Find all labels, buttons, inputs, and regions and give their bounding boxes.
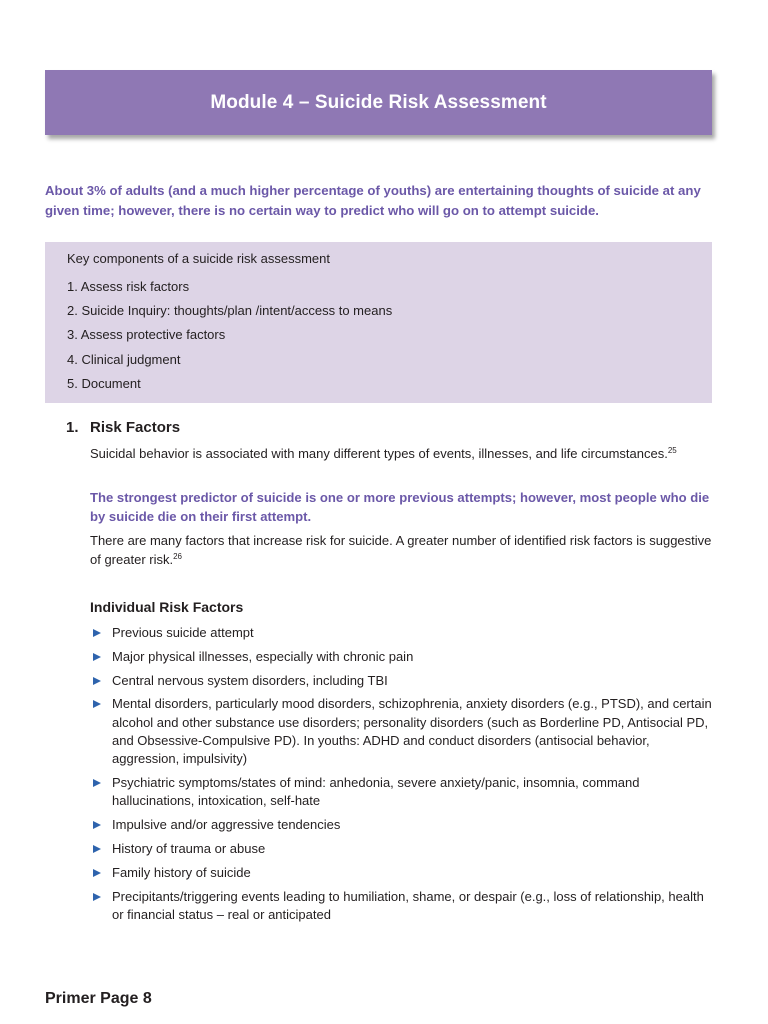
list-item (90, 648, 712, 666)
list-item (90, 672, 712, 690)
list-item: 4. Clinical judgment (67, 351, 181, 367)
triangle-bullet-icon (93, 779, 101, 787)
list-item-text: Impulsive and/or aggressive tendencies (112, 817, 341, 833)
triangle-bullet-icon (93, 821, 101, 829)
list-item (90, 840, 712, 858)
list-item (90, 864, 712, 882)
list-item-text: Previous suicide attempt (112, 625, 254, 640)
intro-paragraph: About 3% of adults (and a much higher percentage of youths) are entertaining thoughts of suicide at any given time; however, there is no certain way to predict who will go on to attempt suicide. (45, 183, 701, 218)
triangle-bullet-icon (93, 845, 101, 853)
triangle-bullet-icon (93, 653, 101, 661)
section-title: Risk Factors (90, 419, 181, 436)
list-item (90, 774, 712, 811)
list-item: 3. Assess protective factors (67, 327, 226, 343)
triangle-bullet-icon (93, 869, 101, 877)
key-components-list (67, 275, 392, 396)
subsection-heading: Individual Risk Factors (90, 599, 244, 615)
key-components-box (45, 242, 712, 403)
triangle-bullet-icon (93, 700, 101, 708)
triangle-bullet-icon (93, 677, 101, 685)
risk-factors-paragraph-2 (90, 532, 712, 569)
triangle-bullet-icon (93, 629, 101, 637)
section-number: 1. (66, 419, 79, 436)
footnote-ref: 25 (667, 446, 677, 455)
page-footer: Primer Page 8 (45, 990, 152, 1007)
list-item-text: Family history of suicide (112, 864, 251, 880)
list-item-text: Central nervous system disorders, including TBI (112, 672, 388, 688)
section-heading (66, 419, 180, 436)
module-header-banner (45, 70, 712, 135)
list-item: 5. Document (67, 375, 141, 391)
list-item: 1. Assess risk factors (67, 279, 190, 294)
list-item (90, 888, 712, 925)
risk-factors-paragraph-1 (90, 445, 712, 464)
list-item-text: Psychiatric symptoms/states of mind: anhedonia, severe anxiety/panic, insomnia, command hallucinations, intoxication, self-hate (112, 775, 640, 809)
list-item (90, 816, 712, 834)
list-item (90, 624, 712, 642)
list-item-text: Mental disorders, particularly mood disorders, schizophrenia, anxiety disorders (e.g., PTSD), and certain alcohol and other substance use disorders; personality disorders (such as Borderline PD, Antisocial PD, and Obsessive-Compulsive PD). In youths: ADHD and conduct disorders (antisocial behavior, aggression, impulsivity) (112, 696, 712, 767)
triangle-bullet-icon (93, 893, 101, 901)
footnote-ref: 26 (173, 551, 182, 561)
list-item: 2. Suicide Inquiry: thoughts/plan /intent/access to means (67, 303, 393, 319)
individual-risk-factors-list (90, 624, 712, 930)
list-item-text: History of trauma or abuse (112, 840, 266, 856)
page-title: Module 4 – Suicide Risk Assessment (210, 91, 547, 113)
list-item (90, 695, 712, 768)
paragraph-text: Suicidal behavior is associated with many different types of events, illnesses, and life circumstances. (90, 446, 668, 461)
highlight-paragraph: The strongest predictor of suicide is one or more previous attempts; however, most people who die by suicide die on their first attempt. (90, 490, 710, 524)
paragraph-text: There are many factors that increase risk for suicide. A greater number of identified risk factors is suggestive of greater risk. (90, 533, 712, 567)
list-item-text: Precipitants/triggering events leading to humiliation, shame, or despair (e.g., loss of relationship, health or financial status – real or anticipated (112, 888, 704, 922)
key-components-title: Key components of a suicide risk assessment (67, 251, 331, 266)
list-item-text: Major physical illnesses, especially with chronic pain (112, 648, 414, 664)
